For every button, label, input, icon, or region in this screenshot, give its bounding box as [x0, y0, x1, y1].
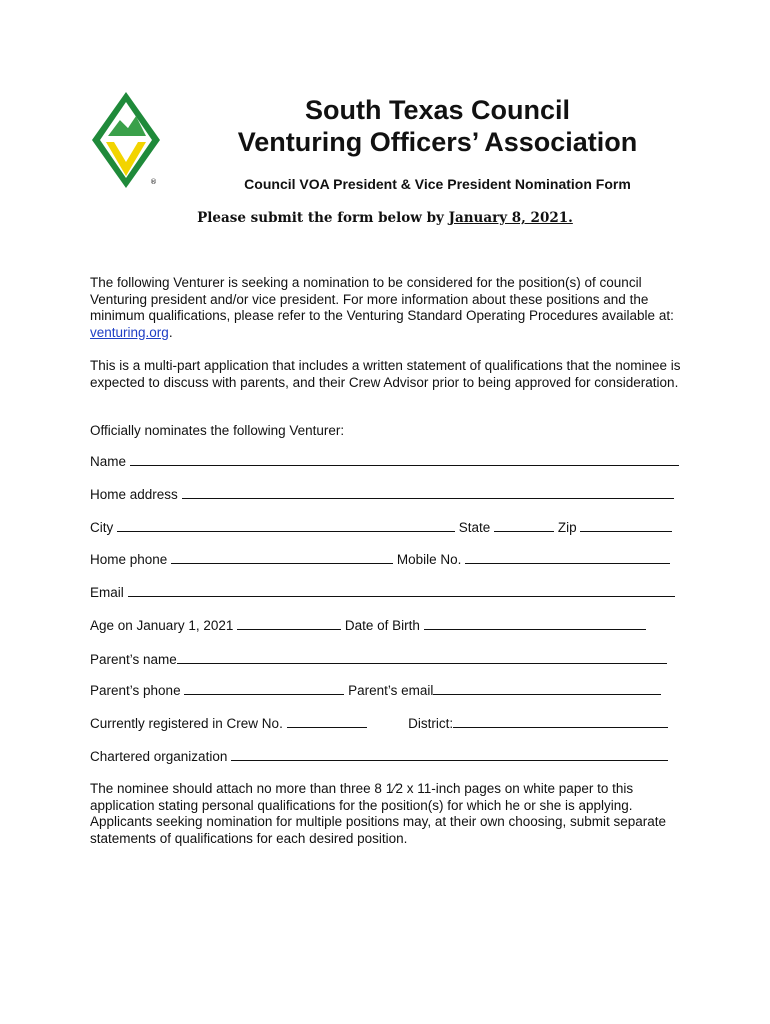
venturing-logo: [90, 90, 162, 192]
parent-email-field[interactable]: [433, 682, 661, 695]
name-row: [90, 453, 679, 470]
parent-name-label: Parent’s name: [90, 652, 177, 667]
home-phone-field[interactable]: [171, 551, 393, 564]
chartered-label: Chartered organization: [90, 749, 228, 764]
deadline-date: January 8, 2021.: [448, 210, 573, 226]
dob-label: Date of Birth: [344, 618, 420, 633]
home-phone-label: Home phone: [90, 552, 168, 567]
parent-contact-row: [90, 682, 661, 699]
intro-end: .: [168, 324, 173, 340]
intro-text: The following Venturer is seeking a nomination to be considered for the position(s) of council Venturing president and/or vice president. For more information about these positions and the minimum qualifications, please refer to the Venturing Standard Operating Procedures available at:: [90, 275, 674, 323]
form-subtitle: Council VOA President & Vice President Nomination Form: [244, 176, 631, 192]
city-row: [90, 519, 672, 536]
zip-label: Zip: [557, 520, 577, 535]
chartered-field[interactable]: [231, 748, 668, 761]
parent-name-row: [90, 651, 667, 668]
city-label: City: [90, 520, 114, 535]
nominates-statement: Officially nominates the following Venturer:: [90, 423, 345, 438]
home-address-field[interactable]: [182, 486, 674, 499]
district-label: District:: [408, 716, 454, 731]
phone-row: [90, 551, 670, 568]
crew-row: [90, 715, 668, 732]
closing-paragraph: The nominee should attach no more than three 8 1⁄2 x 11-inch pages on white paper to this application stating personal qualifications for the position(s) for which he or she is applying. Applicants seeking nomination for multiple positions may, at their own choosing, submit separate statements of qualifications for each desired position.: [90, 781, 667, 846]
deadline-prefix: Please submit the form below by: [197, 210, 449, 226]
email-row: [90, 584, 675, 601]
parent-email-label: Parent’s email: [348, 683, 434, 698]
district-field[interactable]: [453, 715, 668, 728]
dob-field[interactable]: [424, 617, 646, 630]
chartered-row: [90, 748, 668, 765]
venturing-link[interactable]: venturing.org: [90, 324, 169, 340]
association-title: Venturing Officers’ Association: [237, 127, 638, 157]
intro-paragraph: [90, 275, 690, 341]
home-address-row: [90, 486, 674, 503]
mobile-field[interactable]: [465, 551, 670, 564]
home-address-label: Home address: [90, 487, 178, 502]
logo-registered-mark: ®: [150, 178, 157, 186]
multipart-paragraph: This is a multi-part application that includes a written statement of qualifications that the nominee is expected to discuss with parents, and their Crew Advisor prior to being approved for consideration.: [90, 358, 681, 390]
name-label: Name: [90, 454, 127, 469]
name-field[interactable]: [130, 453, 679, 466]
parent-phone-field[interactable]: [184, 682, 344, 695]
crew-label: Currently registered in Crew No.: [90, 716, 283, 731]
age-row: [90, 617, 646, 634]
council-title: South Texas Council: [304, 95, 571, 125]
parent-name-field[interactable]: [177, 651, 667, 664]
crew-field[interactable]: [287, 715, 367, 728]
mobile-label: Mobile No.: [396, 552, 462, 567]
zip-field[interactable]: [580, 519, 672, 532]
email-label: Email: [90, 585, 124, 600]
state-label: State: [458, 520, 491, 535]
age-field[interactable]: [237, 617, 341, 630]
email-field[interactable]: [128, 584, 675, 597]
state-field[interactable]: [494, 519, 554, 532]
deadline-notice: [160, 209, 610, 227]
age-label: Age on January 1, 2021: [90, 618, 234, 633]
parent-phone-label: Parent’s phone: [90, 683, 181, 698]
city-field[interactable]: [117, 519, 455, 532]
